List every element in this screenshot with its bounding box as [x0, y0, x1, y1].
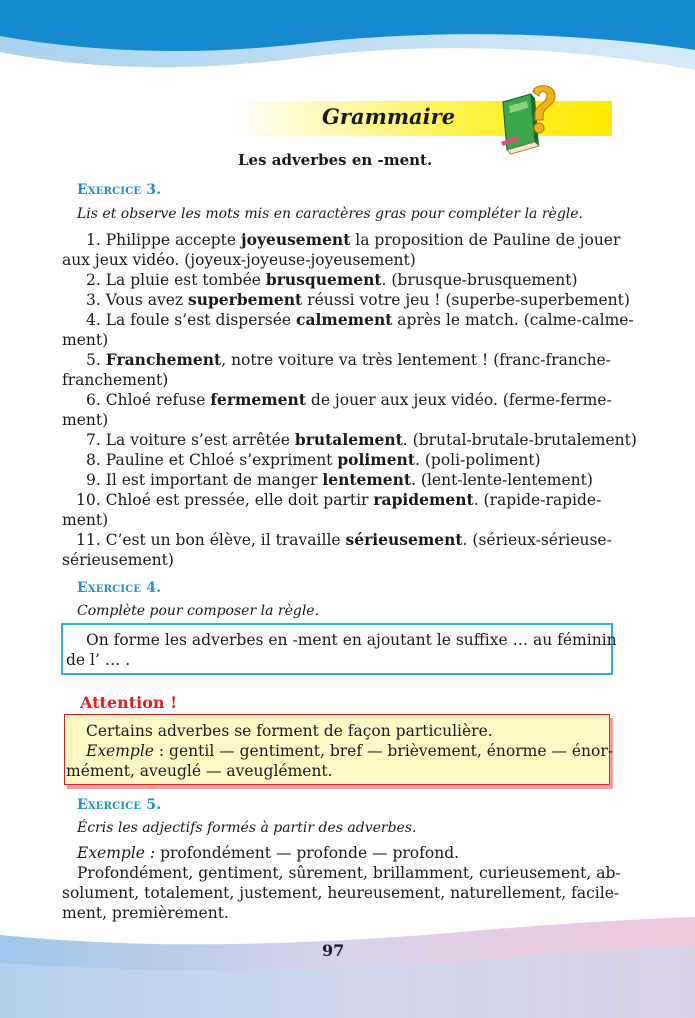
section-title: Grammaire [322, 104, 456, 129]
exercise-5-example: Exemple : profondément — profonde — profond. [77, 844, 460, 862]
exercise-item-continuation: ment) [62, 511, 109, 529]
rule-text-line-1: On forme les adverbes en -ment en ajoutant le suffixe … au féminin [86, 631, 617, 649]
exercise-item-continuation: ment) [62, 331, 109, 349]
exercise-item: 6. Chloé refuse fermement de jouer aux jeux vidéo. (ferme-ferme- [86, 390, 612, 409]
exercise-5-line-2: solument, totalement, justement, heureusement, naturellement, facile- [62, 884, 620, 902]
exercise-item-continuation: sérieusement) [62, 551, 174, 569]
exercise-item: 11. C’est un bon élève, il travaille sérieusement. (sérieux-sérieuse- [76, 530, 612, 549]
exercise-5-instruction: Écris les adjectifs formés à partir des adverbes. [77, 820, 417, 836]
example-label: Exemple : [77, 844, 156, 862]
attention-line-1: Certains adverbes se forment de façon particulière. [86, 722, 493, 740]
example-label: Exemple [86, 742, 154, 760]
attention-title: Attention ! [80, 693, 178, 712]
attention-line-2: Exemple : gentil — gentiment, bref — brièvement, énorme — énor- [86, 742, 614, 760]
exercise-item: 9. Il est important de manger lentement. (lent-lente-lentement) [86, 470, 593, 489]
exercise-item: 4. La foule s’est dispersée calmement après le match. (calme-calme- [86, 310, 634, 329]
exercise-item-continuation: ment) [62, 411, 109, 429]
exercise-item-continuation: aux jeux vidéo. (joyeux-joyeuse-joyeusement) [62, 251, 416, 269]
exercise-3-instruction: Lis et observe les mots mis en caractères gras pour compléter la règle. [77, 206, 583, 222]
exercise-4-heading: Exercice 4. [77, 580, 162, 596]
top-decorative-band [0, 0, 695, 90]
exercise-4-instruction: Complète pour composer la règle. [77, 603, 320, 619]
exercise-5-line-3: ment, premièrement. [62, 904, 229, 922]
exercise-3-heading: Exercice 3. [77, 182, 162, 198]
rule-text-line-2: de l’ … . [66, 651, 131, 669]
exercise-item: 1. Philippe accepte joyeusement la proposition de Pauline de jouer [86, 230, 621, 249]
page-number: 97 [322, 941, 345, 960]
lesson-title: Les adverbes en -ment. [238, 151, 433, 169]
exercise-5-heading: Exercice 5. [77, 797, 162, 813]
exercise-5-line-1: Profondément, gentiment, sûrement, brillamment, curieusement, ab- [77, 864, 621, 882]
exercise-item: 3. Vous avez superbement réussi votre jeu ! (superbe-superbement) [86, 290, 630, 309]
exercise-item: 5. Franchement, notre voiture va très lentement ! (franc-franche- [86, 350, 611, 369]
book-question-icon [495, 84, 563, 156]
exercise-item: 7. La voiture s’est arrêtée brutalement. (brutal-brutale-brutalement) [86, 430, 637, 449]
exercise-item: 2. La pluie est tombée brusquement. (brusque-brusquement) [86, 270, 578, 289]
exercise-item: 8. Pauline et Chloé s’expriment poliment. (poli-poliment) [86, 450, 541, 469]
attention-line-3: mément, aveuglé — aveuglément. [66, 762, 333, 780]
exercise-item: 10. Chloé est pressée, elle doit partir rapidement. (rapide-rapide- [76, 490, 602, 509]
exercise-item-continuation: franchement) [62, 371, 169, 389]
